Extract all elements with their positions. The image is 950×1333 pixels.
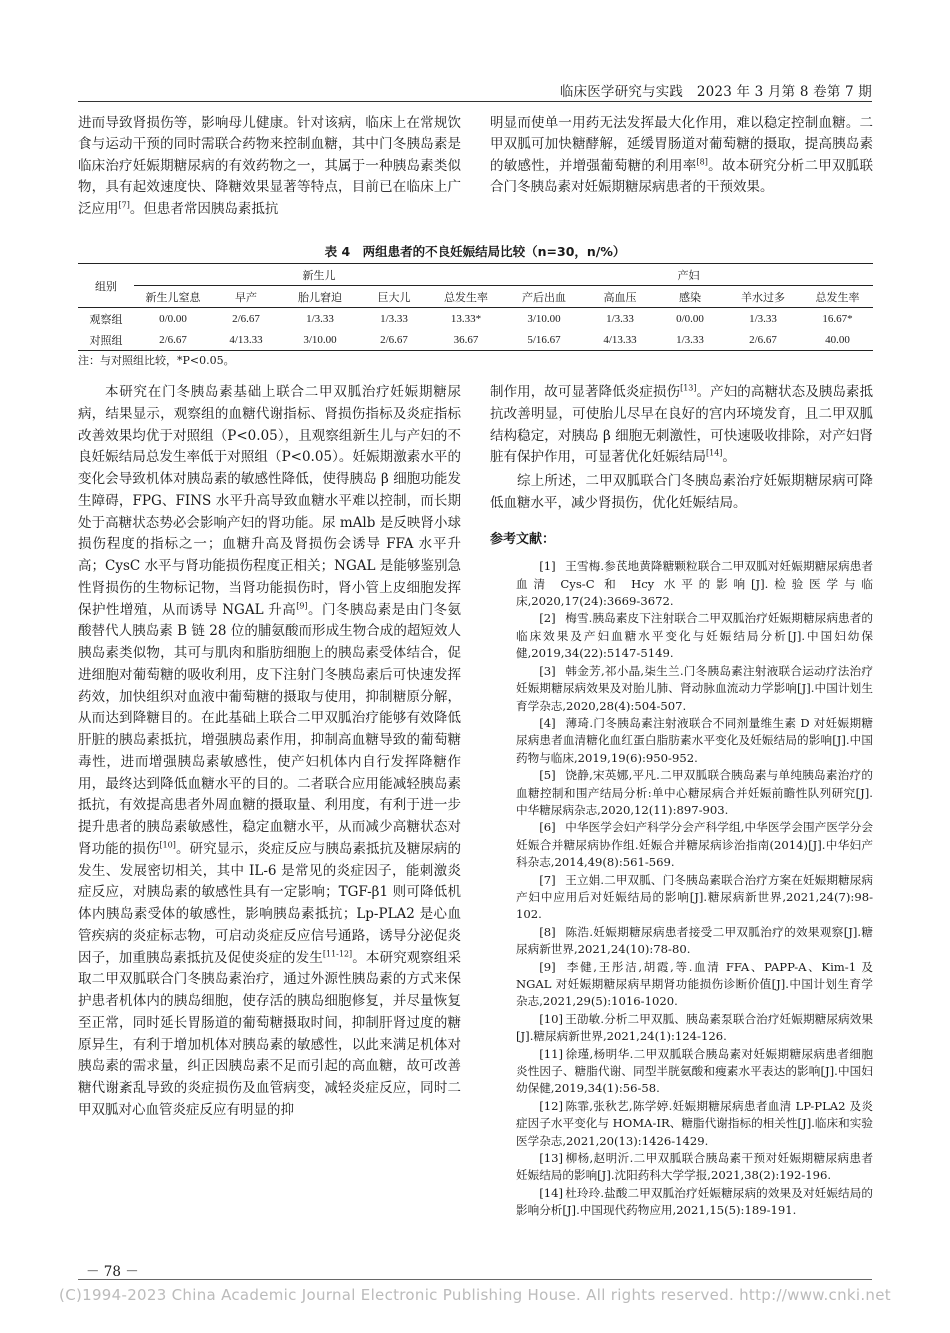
reference-text: 王雪梅.参芪地黄降糖颗粒联合二甲双胍对妊娠期糖尿病患者血清 Cys-C 和 Hcy 水平的影响[J].检验医学与临床,2020,17(24):3669-3672.: [516, 559, 873, 609]
table-cell: 0/0.00: [676, 312, 704, 325]
copyright-footer: (C)1994-2023 China Academic Journal Electronic Publishing House. All rights reserved. http://www.cnki.net: [59, 1286, 891, 1304]
text: 。研究显示，炎症反应与胰岛素抵抗及糖尿病的发生、发展密切相关，其中 IL-6 是常见的炎症因子，能刺激炎症反应，对胰岛素的敏感性具有一定影响；TGF-β1 则可降低机体内胰岛素受体的敏感性，影响胰岛素抵抗；Lp-PLA2 是心血管疾病的炎症标志物，可启动炎症反应信号通路，诱导分泌促炎因子，加重胰岛素抵抗及促使炎症的发生: [78, 840, 462, 966]
table-cell: 2/6.67: [134, 329, 212, 351]
column-header: 总发生率: [428, 286, 504, 308]
column-header: 总发生率: [802, 286, 873, 308]
table-cell: 3/10.00: [280, 329, 360, 351]
reference-text: 柳杨,赵明沂.二甲双胍联合胰岛素干预对妊娠期糖尿病患者妊娠结局的影响[J].沈阳药科大学学报,2021,38(2):192-196.: [516, 1151, 873, 1183]
reference-number: [7]: [539, 872, 556, 887]
column-header: 新生儿窒息: [134, 286, 212, 308]
top-left-column: [78, 113, 461, 220]
reference-number: [8]: [539, 924, 556, 939]
text: 。产妇的高糖状态及胰岛素抵抗改善明显，可使胎儿尽早在良好的宫内环境发育，且二甲双胍结构稳定，对胰岛 β 细胞无刺激性，可快速吸收排除，对产妇肾脏有保护作用，可显著优化妊娠结局: [490, 384, 874, 466]
text: 。: [722, 449, 736, 466]
column-header: 感染: [656, 286, 724, 308]
outcome-table: [78, 263, 873, 351]
reference-text: 王立娟.二甲双胍、门冬胰岛素联合治疗方案在妊娠期糖尿病产妇中应用后对妊娠结局的影响[J].糖尿病新世界,2021,24(7):98-102.: [516, 872, 873, 922]
paragraph: [490, 382, 873, 469]
table-cell: 1/3.33: [749, 312, 777, 325]
reference-item: [490, 663, 873, 715]
reference-number: [13]: [539, 1151, 563, 1166]
table-cell: 40.00: [802, 329, 873, 351]
citation: [11-12]: [322, 949, 353, 958]
page-number: － 78 －: [86, 1264, 139, 1280]
table-title: 表 4 两组患者的不良妊娠结局比较（n=30，n/%）: [324, 244, 626, 259]
table-cell: 4/13.33: [212, 329, 280, 351]
reference-number: [11]: [539, 1046, 563, 1061]
table-cell: 1/3.33: [656, 329, 724, 351]
table-cell: 1/3.33: [380, 312, 408, 325]
reference-number: [9]: [539, 959, 556, 974]
citation: [9]: [296, 601, 308, 610]
citation: [10]: [159, 840, 176, 850]
column-header: 高血压: [584, 286, 656, 308]
table-cell: 2/6.67: [232, 312, 260, 325]
paragraph: [78, 113, 461, 220]
references-title: 参考文献：: [490, 531, 556, 547]
table-cell: 3/10.00: [527, 312, 561, 325]
group-cell: 对照组: [78, 329, 134, 351]
column-header: 早产: [212, 286, 280, 308]
table-cell: 36.67: [428, 329, 504, 351]
reference-item: [490, 1150, 873, 1185]
reference-item: [490, 924, 873, 959]
reference-text: 薄琦.门冬胰岛素注射液联合不同剂量维生素 D 对妊娠期糖尿病患者血清糖化血红蛋白脂肪素水平变化及妊娠结局的影响[J].中国药物与临床,2019,19(6):950-952.: [516, 715, 873, 765]
table-row: [78, 329, 873, 351]
header-rule: [78, 101, 872, 102]
reference-number: [4]: [539, 715, 556, 730]
table-cell: 2/6.67: [360, 329, 428, 351]
reference-item: [490, 872, 873, 924]
reference-number: [14]: [539, 1185, 563, 1200]
reference-text: 中华医学会妇产科学分会产科学组,中华医学会围产医学分会妊娠合并糖尿病协作组.妊娠合并糖尿病诊治指南(2014)[J].中华妇产科杂志,2014,49(8):561-569.: [516, 820, 873, 870]
reference-number: [3]: [539, 663, 556, 678]
footer-rule: [78, 1279, 872, 1280]
bottom-right-column: [490, 382, 873, 1220]
reference-text: 梅雪.胰岛素皮下注射联合二甲双胍治疗妊娠期糖尿病患者的临床效果及产妇血糖水平变化与妊娠结局分析[J].中国妇幼保健,2019,34(22):5147-5149.: [516, 611, 873, 661]
reference-item: [490, 1011, 873, 1046]
text: 。故本研究分析二甲双胍联合门冬胰岛素对妊娠期糖尿病患者的干预效果。: [490, 157, 874, 196]
conclusion: 综上所述，二甲双胍联合门冬胰岛素治疗妊娠期糖尿病可降低血糖水平，减少肾损伤，优化妊娠结局。: [490, 473, 873, 511]
reference-item: [490, 715, 873, 767]
citation: [8]: [696, 157, 708, 167]
reference-number: [5]: [539, 768, 556, 783]
text: 。门冬胰岛素是由门冬氨酸替代人胰岛素 B 链 28 位的脯氨酸而形成生物合成的超短效人胰岛素类似物，其可与肌肉和脂肪细胞上的胰岛素受体结合，促进细胞对葡萄糖的吸收利用，皮下注射门冬胰岛素后可快速发挥药效，加快组织对血液中葡萄糖的摄取与使用，抑制糖原分解，从而达到降糖目的。在此基础上联合二甲双胍治疗能够有效降低肝脏的胰岛素抵抗，增强胰岛素作用，抑制高血糖导致的葡萄糖毒性，进而增强胰岛素敏感性，使产妇机体内自行发挥降糖作用，最终达到降低血糖水平的目的。二者联合应用能减轻胰岛素抵抗，有效提高患者外周血糖的摄取量、利用度，有利于进一步提升患者的胰岛素敏感性，稳定血糖水平，从而减少高糖状态对肾功能的损伤: [78, 601, 461, 857]
reference-text: 韩金芳,祁小晶,柒生兰.门冬胰岛素注射液联合运动疗法治疗妊娠期糖尿病效果及对胎儿肺、肾动脉血流动力学影响[J].中国计划生育学杂志,2020,28(4):504-507.: [516, 663, 873, 713]
citation: [13]: [680, 383, 697, 393]
maternal-header: 产妇: [504, 264, 873, 286]
column-header: 羊水过多: [724, 286, 802, 308]
table-cell: 2/6.67: [724, 329, 802, 351]
reference-item: [490, 1185, 873, 1220]
citation: [14]: [706, 448, 723, 458]
running-header: 临床医学研究与实践 2023 年 3 月第 8 卷第 7 期: [559, 84, 872, 100]
table-cell: 1/3.33: [606, 312, 634, 325]
paragraph: [490, 113, 873, 199]
bottom-left-column: [78, 382, 461, 1122]
column-header: 巨大儿: [360, 286, 428, 308]
table-cell: 0/0.00: [159, 312, 187, 325]
top-right-column: [490, 113, 873, 199]
reference-item: [490, 959, 873, 1011]
text: 。本研究观察组采取二甲双胍联合门冬胰岛素治疗，通过外源性胰岛素的方式来保护患者机体内的胰岛细胞，使存活的胰岛细胞修复，并尽量恢复至正常，同时延长胃肠道的葡萄糖摄取时间，抑制肝肾过度的糖原异生，有利于增加机体对胰岛素的敏感性，以此来满足机体对胰岛素的需求量，纠正因胰岛素不足而引起的高血糖，故可改善糖代谢紊乱导致的炎症损伤及血管病变，减轻炎症反应，同时二甲双胍对心血管炎症反应有明显的抑: [78, 949, 462, 1118]
text: 明显而使单一用药无法发挥最大化作用，难以稳定控制血糖。二甲双胍可加快糖酵解，延缓胃肠道对葡萄糖的摄取，提高胰岛素的敏感性，并增强葡萄糖的利用率: [490, 115, 873, 174]
group-cell: 观察组: [89, 313, 123, 326]
text: 进而导致肾损伤等，影响母儿健康。针对该病，临床上在常规饮食与运动干预的同时需联合药物来控制血糖，其中门冬胰岛素是临床治疗妊娠期糖尿病的有效药物之一，其属于一种胰岛素类似物，具有起效速度快、降糖效果显著等特点，目前已在临床上广泛应用: [78, 115, 461, 217]
newborn-header: 新生儿: [134, 264, 504, 286]
group-header: 组别: [78, 264, 134, 308]
reference-text: 杜玲玲.盐酸二甲双胍治疗妊娠糖尿病的效果及对妊娠结局的影响分析[J].中国现代药物应用,2021,15(5):189-191.: [516, 1185, 873, 1218]
table-cell: 4/13.33: [584, 329, 656, 351]
table-cell: 16.67*: [822, 312, 853, 325]
table-cell: 5/16.67: [504, 329, 584, 351]
reference-text: 王劭敏.分析二甲双胍、胰岛素泵联合治疗妊娠期糖尿病效果[J].糖尿病新世界,2021,24(1):124-126.: [516, 1011, 873, 1044]
text: 。但患者常因胰岛素抵抗: [129, 200, 279, 217]
reference-item: [490, 819, 873, 871]
text: 制作用，故可显著降低炎症损伤: [490, 384, 681, 400]
reference-item: [490, 610, 873, 662]
paragraph: [78, 382, 461, 1122]
table-cell: 1/3.33: [306, 312, 334, 325]
table-cell: 13.33*: [450, 312, 482, 325]
reference-item: [490, 1098, 873, 1150]
citation: [7]: [118, 200, 130, 210]
column-header: 胎儿窘迫: [280, 286, 360, 308]
reference-text: 李健,王彤洁,胡霞,等.血清 FFA、PAPP-A、Kim-1 及 NGAL 对妊娠期糖尿病早期肾功能损伤诊断价值[J].中国计划生育学杂志,2021,29(5):1016-1020.: [516, 959, 873, 1009]
reference-number: [10]: [539, 1011, 563, 1026]
table-row: [78, 308, 873, 330]
text: 本研究在门冬胰岛素基础上联合二甲双胍治疗妊娠期糖尿病，结果显示，观察组的血糖代谢指标、肾损伤指标及炎症指标改善效果均优于对照组（P<0.05），且观察组新生儿与产妇的不良妊娠结局总发生率低于对照组（P<0.05）。妊娠期激素水平的变化会导致机体对胰岛素的敏感性降低，使得胰岛 β 细胞功能发生障碍，FPG、FINS 水平升高导致血糖水平难以控制，而长期处于高糖状态势必会影响产妇的肾功能。尿 mAlb 是反映肾小球损伤程度的指标之一；血糖升高及肾损伤会诱导 FFA 水平升高；CysC 水平与肾功能损伤程度正相关；NGAL 是能够鉴别急性肾损伤的生物标记物，当肾功能损伤时，肾小管上皮细胞发挥保护性增殖，从而诱导 NGAL 升高: [78, 384, 461, 618]
reference-number: [1]: [539, 559, 556, 574]
table-note: 注：与对照组比较，*P<0.05。: [78, 354, 235, 367]
reference-text: 陈霏,张秋艺,陈学婷.妊娠期糖尿病患者血清 LP-PLA2 及炎症因子水平变化与 HOMA-IR、糖脂代谢指标的相关性[J].临床和实验医学杂志,2021,20(13):1426-1429.: [516, 1098, 873, 1148]
reference-text: 饶静,宋英娜,平凡.二甲双胍联合胰岛素与单纯胰岛素治疗的血糖控制和围产结局分析:单中心糖尿病合并妊娠前瞻性队列研究[J].中华糖尿病杂志,2020,12(11):897-903.: [516, 768, 873, 817]
reference-text: 徐瑾,杨明华.二甲双胍联合胰岛素对妊娠期糖尿病患者细胞炎性因子、糖脂代谢、同型半胱氨酸和瘦素水平表达的影响[J].中国妇幼保健,2019,34(1):56-58.: [516, 1046, 873, 1096]
reference-item: [490, 767, 873, 819]
reference-item: [490, 1046, 873, 1098]
column-header: 产后出血: [504, 286, 584, 308]
reference-number: [2]: [539, 611, 556, 626]
reference-item: [490, 558, 873, 610]
reference-number: [6]: [539, 820, 556, 835]
reference-list: [490, 558, 873, 1219]
reference-number: [12]: [539, 1098, 563, 1113]
reference-text: 陈浩.妊娠期糖尿病患者接受二甲双胍治疗的效果观察[J].糖尿病新世界,2021,24(10):78-80.: [516, 924, 873, 957]
